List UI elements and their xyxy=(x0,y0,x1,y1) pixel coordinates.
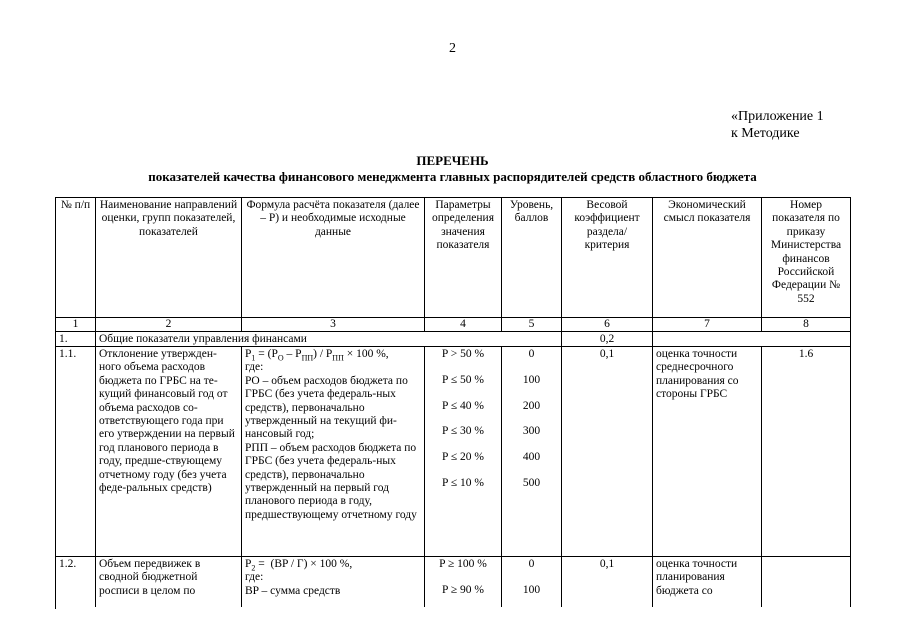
table-header-row xyxy=(56,198,851,318)
level-value: 0 xyxy=(528,558,535,570)
param-value: P ≤ 10 % xyxy=(442,476,484,489)
section-num: 1. xyxy=(56,332,96,346)
page-number: 2 xyxy=(449,41,456,56)
title-line-2: показателей качества финансового менеджмента главных распорядителей средств областного бюджета xyxy=(148,169,757,184)
section-weight: 0,2 xyxy=(562,332,653,346)
document-title xyxy=(0,153,905,185)
level-value: 0 xyxy=(528,348,535,360)
row-params xyxy=(425,557,502,607)
section-row xyxy=(56,332,851,347)
levels-stack xyxy=(505,558,558,597)
column-number: 2 xyxy=(96,318,242,331)
param-value: P ≤ 20 % xyxy=(442,451,484,464)
row-order-number: 1.6 xyxy=(762,347,851,556)
column-number: 3 xyxy=(242,318,425,331)
header-cell-level: Уровень, баллов xyxy=(502,198,562,317)
section-empty xyxy=(653,332,851,346)
row-params xyxy=(425,347,502,556)
section-name: Общие показатели управления финансами xyxy=(96,332,562,346)
header-cell-name: Наименование направлений оценки, групп показателей, показателей xyxy=(96,198,242,317)
column-number-row xyxy=(56,318,851,332)
level-value: 100 xyxy=(522,583,541,596)
appendix-line-1: «Приложение 1 xyxy=(731,109,824,124)
formula-line: PO – объем расходов бюджета по ГРБС (без учета федераль-ных средств), первоначально утвержденный на текущий фи-нансовый год; xyxy=(245,374,408,441)
row-name: Объем передвижек в сводной бюджетной росписи в целом по xyxy=(96,557,242,607)
params-stack xyxy=(428,558,498,597)
level-value: 200 xyxy=(522,399,541,412)
param-value: P ≥ 100 % xyxy=(439,558,487,570)
formula-main: $P_1 = (P_O - P_{ПП}) / P_{ПП} \times 100$ %, xyxy=(245,348,389,363)
indicators-table xyxy=(55,197,851,609)
row-formula xyxy=(242,557,425,607)
table-row xyxy=(56,557,851,607)
param-value: P > 50 % xyxy=(441,348,485,360)
row-name: Отклонение утвержден-ного объема расходов бюджета по ГРБС на те-кущий финансовый год от объема расходов со-ответствующего года при его утверждении на первый год планового периода в году, предше-ствующему отчетному году (без учета феде-ральных средств) xyxy=(96,347,242,556)
column-number: 8 xyxy=(762,318,851,331)
row-num: 1.1. xyxy=(56,347,96,556)
row-levels xyxy=(502,347,562,556)
param-value: P ≤ 50 % xyxy=(442,373,484,386)
row-order-number xyxy=(762,557,851,607)
table-row xyxy=(56,347,851,557)
param-value: P ≤ 40 % xyxy=(442,399,484,412)
level-value: 400 xyxy=(522,451,541,464)
row-weight: 0,1 xyxy=(562,557,653,607)
header-cell-formula: Формула расчёта показателя (далее – Р) и необходимые исходные данные xyxy=(242,198,425,317)
header-cell-params: Параметры определения значения показателя xyxy=(425,198,502,317)
formula-line: где: xyxy=(245,571,264,584)
appendix-line-2: к Методике xyxy=(731,126,800,141)
row-num: 1.2. xyxy=(56,557,96,607)
formula-line: PПП – объем расходов бюджета по ГРБС (без учета федераль-ных средств), первоначально утвержденный на первый год планового периода в году, предшествующему отчетному году xyxy=(245,441,417,521)
header-cell-num: № п/п xyxy=(56,198,96,317)
formula-main: $P_2 = (BP / Г) \times 100$ %, xyxy=(245,558,353,573)
header-cell-weight: Весовой коэффициент раздела/ критерия xyxy=(562,198,653,317)
level-value: 300 xyxy=(522,425,541,438)
param-value: P ≤ 30 % xyxy=(442,425,484,438)
column-number: 4 xyxy=(425,318,502,331)
header-cell-meaning: Экономический смысл показателя xyxy=(653,198,762,317)
levels-stack xyxy=(505,348,558,490)
row-meaning: оценка точности планирования бюджета со xyxy=(653,557,762,607)
row-weight: 0,1 xyxy=(562,347,653,556)
column-number: 6 xyxy=(562,318,653,331)
row-meaning: оценка точности среднесрочного планирования со стороны ГРБС xyxy=(653,347,762,556)
appendix-label xyxy=(731,108,824,142)
level-value: 500 xyxy=(522,476,541,489)
level-value: 100 xyxy=(522,373,541,386)
column-number: 1 xyxy=(56,318,96,331)
title-line-1: ПЕРЕЧЕНЬ xyxy=(416,153,489,168)
params-stack xyxy=(428,348,498,490)
formula-line: BP – сумма средств xyxy=(245,584,341,597)
row-formula xyxy=(242,347,425,556)
row-levels xyxy=(502,557,562,607)
column-number: 7 xyxy=(653,318,762,331)
header-cell-order-number: Номер показателя по приказу Министерства финансов Российской Федерации № 552 xyxy=(762,198,851,317)
formula-line: где: xyxy=(245,361,264,374)
param-value: P ≥ 90 % xyxy=(442,583,484,596)
column-number: 5 xyxy=(502,318,562,331)
